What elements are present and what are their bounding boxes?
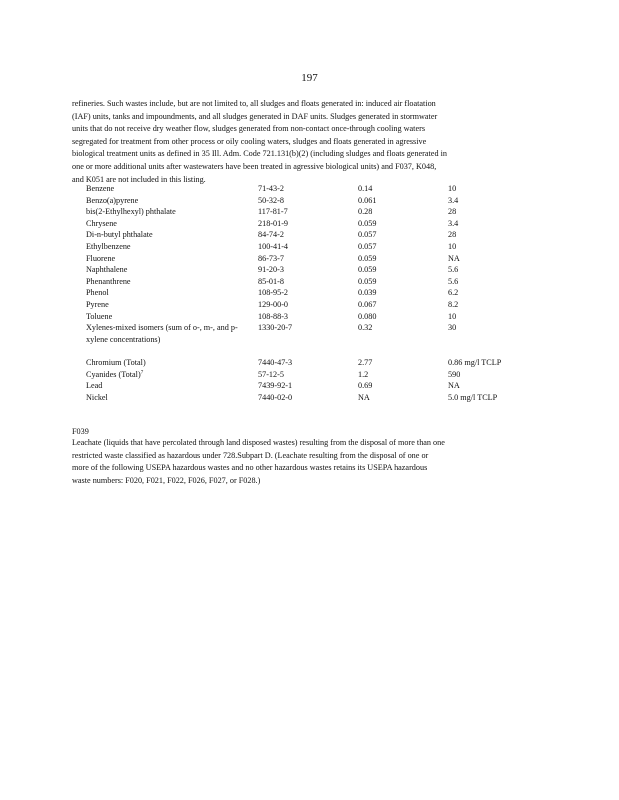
nonwastewater-standard: 3.4: [448, 218, 459, 228]
paragraph-line: Leachate (liquids that have percolated through land disposed wastes) resulting from the disposal of more than one: [72, 438, 445, 447]
wastewater-standard: NA: [358, 392, 370, 402]
cas-number: 218-01-9: [258, 218, 289, 228]
wastewater-standard: 0.059: [358, 265, 377, 275]
constituent-name: Lead: [86, 381, 103, 391]
nonwastewater-standard: 5.0 mg/l TCLP: [448, 392, 498, 402]
paragraph-line: (IAF) units, tanks and impoundments, and all sludges generated in DAF units. Sludges generated in stormwater: [72, 111, 438, 121]
constituent-name: Xylenes-mixed isomers (sum of o-, m-, and p-xylene concentrations): [86, 323, 238, 344]
constituent-name: Pyrene: [86, 299, 109, 309]
constituent-name: Ethylbenzene: [86, 241, 131, 251]
constituent-name: Di-n-butyl phthalate: [86, 230, 153, 240]
paragraph-line: segregated for treatment from other process or oily cooling waters, sludges and floats generated in agressive: [72, 136, 427, 146]
wastewater-standard: 0.059: [358, 253, 377, 263]
wastewater-standard: 0.059: [358, 218, 377, 228]
cas-number: 71-43-2: [258, 184, 284, 193]
nonwastewater-standard: NA: [448, 253, 460, 263]
nonwastewater-standard: 10: [448, 241, 457, 251]
wastewater-standard: 0.32: [358, 323, 373, 333]
paragraph-line: waste numbers: F020, F021, F022, F026, F027, or F028.): [72, 475, 261, 485]
paragraph-line: one or more additional units after wastewaters have been treated in agressive biological units) and F037, K048,: [72, 161, 437, 171]
cas-number: 85-01-8: [258, 276, 284, 286]
cas-number: 100-41-4: [258, 241, 289, 251]
constituent-name-cell: [86, 369, 251, 381]
constituent-name: Chromium (Total): [86, 358, 146, 368]
paragraph-line: restricted waste classified as hazardous under 728.Subpart D. (Leachate resulting from the disposal of one or: [72, 450, 429, 460]
intro-paragraph: [72, 98, 548, 186]
nonwastewater-standard: 30: [448, 323, 457, 333]
wastewater-standard: 0.057: [358, 241, 377, 251]
nonwastewater-standard: 3.4: [448, 195, 459, 205]
paragraph-line: biological treatment units as defined in 35 Ill. Adm. Code 721.131(b)(2) (including sludges and floats generated in: [72, 149, 447, 159]
wastewater-standard: 0.067: [358, 299, 377, 309]
cas-number: 84-74-2: [258, 230, 284, 240]
nonwastewater-standard: 6.2: [448, 288, 459, 298]
cas-number: 91-20-3: [258, 265, 284, 275]
wastewater-standard: 0.061: [358, 195, 377, 205]
nonwastewater-standard: 28: [448, 230, 457, 240]
nonwastewater-standard: 5.6: [448, 265, 459, 275]
section-code: F039: [72, 427, 89, 436]
paragraph-line: units that do not receive dry weather flow, sludges generated from non-contact once-through cooling waters: [72, 124, 426, 134]
wastewater-standard: 0.14: [358, 184, 373, 193]
cas-number: 117-81-7: [258, 207, 288, 217]
wastewater-standard: 2.77: [358, 358, 373, 368]
cas-number: 1330-20-7: [258, 323, 293, 333]
wastewater-standard: 0.28: [358, 207, 373, 217]
cas-number: 7439-92-1: [258, 381, 293, 391]
nonwastewater-standard: 10: [448, 184, 457, 193]
paragraph-line: refineries. Such wastes include, but are not limited to, all sludges and floats generated in: induced air floatation: [72, 99, 436, 108]
nonwastewater-standard: 5.6: [448, 276, 459, 286]
constituent-name: Fluorene: [86, 253, 116, 263]
nonwastewater-standard: 10: [448, 311, 457, 321]
constituent-name: bis(2-Ethylhexyl) phthalate: [86, 207, 176, 217]
constituent-name: Nickel: [86, 392, 108, 402]
footnote-marker: 7: [140, 369, 144, 375]
cas-number: 129-00-0: [258, 299, 289, 309]
cas-number: 86-73-7: [258, 253, 284, 263]
constituent-name: Naphthalene: [86, 265, 128, 275]
wastewater-standard: 1.2: [358, 369, 369, 379]
wastewater-standard: 0.69: [358, 381, 373, 391]
wastewater-standard: 0.080: [358, 311, 377, 321]
nonwastewater-standard: 8.2: [448, 299, 459, 309]
cas-number: 7440-47-3: [258, 358, 293, 368]
nonwastewater-standard: NA: [448, 381, 460, 391]
constituent-name: Chrysene: [86, 218, 117, 228]
f039-description: [72, 437, 548, 487]
cas-number: 108-88-3: [258, 311, 289, 321]
constituent-name: Phenol: [86, 288, 109, 298]
nonwastewater-standard: 0.86 mg/l TCLP: [448, 358, 502, 368]
cas-number: 57-12-5: [258, 369, 284, 379]
nonwastewater-standard: 28: [448, 207, 457, 217]
wastewater-standard: 0.039: [358, 288, 377, 298]
paragraph-line: and K051 are not included in this listing.: [72, 174, 206, 184]
constituent-name: Phenanthrene: [86, 276, 131, 286]
constituent-name: Cyanides (Total): [86, 369, 141, 379]
constituent-name: Benzene: [86, 184, 115, 193]
cas-number: 7440-02-0: [258, 392, 293, 402]
constituent-name: Toluene: [86, 311, 113, 321]
wastewater-standard: 0.057: [358, 230, 377, 240]
paragraph-line: more of the following USEPA hazardous wastes and no other hazardous wastes retains its USEPA hazardous: [72, 463, 428, 473]
cas-number: 50-32-8: [258, 195, 284, 205]
constituent-name: Benzo(a)pyrene: [86, 195, 139, 205]
wastewater-standard: 0.059: [358, 276, 377, 286]
cas-number: 108-95-2: [258, 288, 289, 298]
page-number: 197: [301, 72, 318, 84]
nonwastewater-standard: 590: [448, 369, 461, 379]
